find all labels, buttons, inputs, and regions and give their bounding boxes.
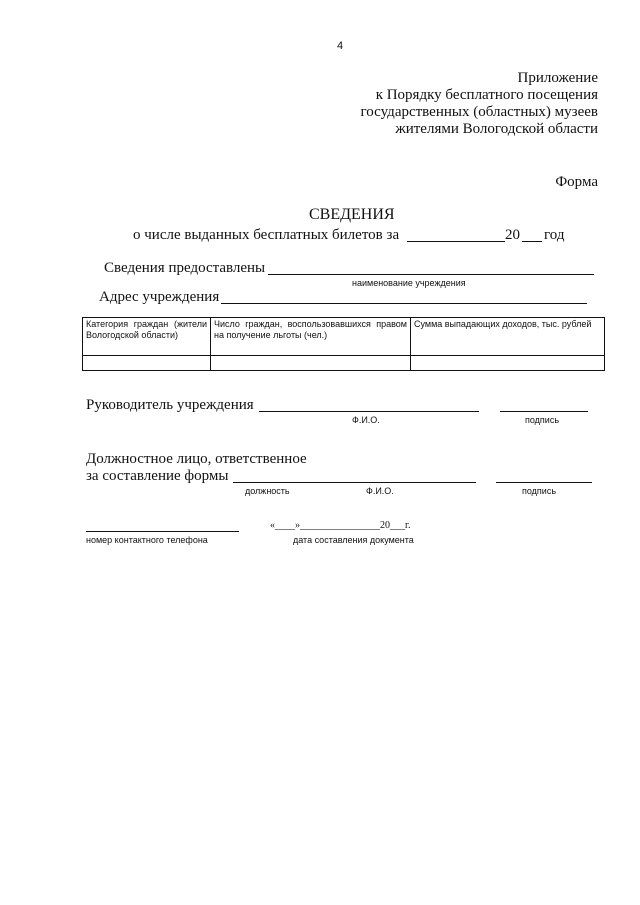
official-signature-caption: подпись (522, 486, 557, 496)
stats-table (82, 317, 605, 371)
header-income: Сумма выпадающих доходов, тыс. рублей (411, 318, 605, 356)
appendix-block (361, 70, 598, 138)
institution-name-caption: наименование учреждения (352, 278, 466, 288)
cell-income[interactable] (411, 356, 605, 371)
header-count: Число граждан, воспользовавшихся правом на получение льготы (чел.) (211, 318, 411, 356)
header-category: Категория граждан (жители Вологодской области) (83, 318, 211, 356)
year-blank[interactable] (522, 241, 542, 242)
cell-count[interactable] (211, 356, 411, 371)
table-header-row (83, 318, 605, 356)
phone-field[interactable] (86, 531, 239, 532)
appendix-line-1: Приложение (517, 70, 598, 86)
provided-label: Сведения предоставлены (104, 260, 266, 276)
page-number: 4 (337, 40, 344, 52)
official-position-caption: должность (245, 486, 290, 496)
head-signature-caption: подпись (525, 415, 560, 425)
official-name-field[interactable] (233, 482, 476, 483)
phone-caption: номер контактного телефона (86, 535, 208, 545)
official-label-line-2: за составление формы (86, 468, 229, 484)
date-field[interactable]: «____»________________20___г. (270, 520, 411, 531)
official-fio-caption: Ф.И.О. (366, 486, 394, 496)
year-suffix: год (544, 227, 565, 243)
year-prefix: 20 (505, 227, 520, 243)
head-label: Руководитель учреждения (86, 397, 254, 413)
address-field[interactable] (221, 303, 587, 304)
head-fio-caption: Ф.И.О. (352, 415, 380, 425)
appendix-line-4: жителями Вологодской области (395, 121, 598, 137)
appendix-line-3: государственных (областных) музеев (360, 104, 598, 120)
official-label-line-1: Должностное лицо, ответственное (86, 451, 307, 467)
document-title: СВЕДЕНИЯ (309, 206, 395, 223)
table-row (83, 356, 605, 371)
period-blank[interactable] (407, 241, 505, 242)
head-fio-field[interactable] (259, 411, 479, 412)
institution-name-field[interactable] (268, 274, 594, 275)
address-label: Адрес учреждения (99, 289, 220, 305)
form-label: Форма (555, 174, 598, 190)
cell-category[interactable] (83, 356, 211, 371)
head-signature-field[interactable] (500, 411, 588, 412)
appendix-line-2: к Порядку бесплатного посещения (375, 87, 598, 103)
subtitle-text: о числе выданных бесплатных билетов за (133, 227, 400, 243)
official-signature-field[interactable] (496, 482, 592, 483)
date-caption: дата составления документа (293, 535, 414, 545)
